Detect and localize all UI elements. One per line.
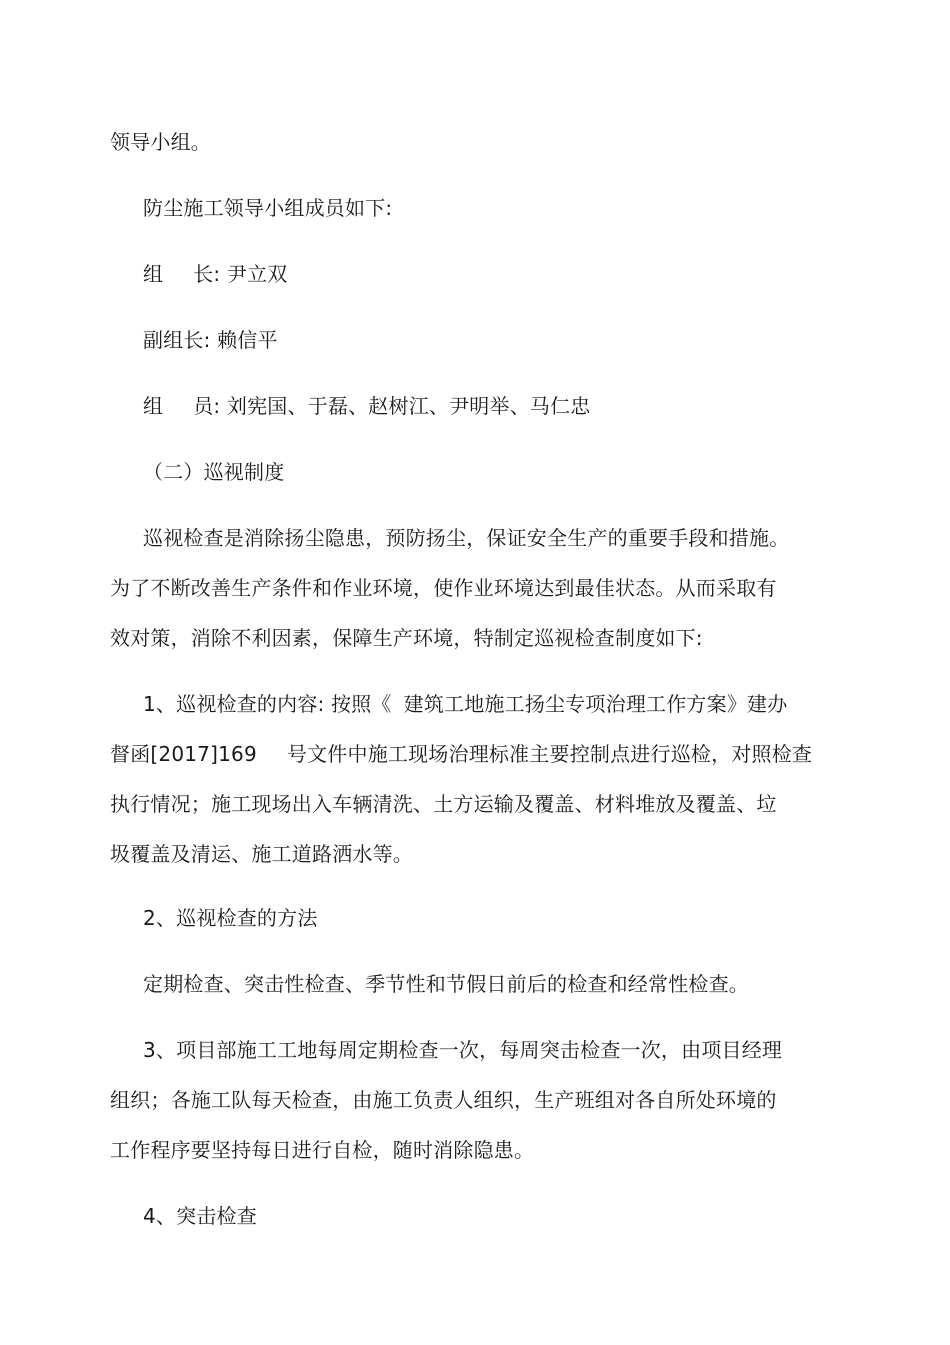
leadership-members-heading: 防尘施工领导小组成员如下: <box>143 196 393 220</box>
paragraph-line: 巡视检查是消除扬尘隐患，预防扬尘，保证安全生产的重要手段和措施。 <box>143 526 790 550</box>
paragraph-line <box>110 740 812 768</box>
team-leader-line <box>143 260 288 288</box>
text-segment: 督函[2017]169 <box>110 742 257 766</box>
paragraph-line: 工作程序要坚持每日进行自检，随时消除隐患。 <box>110 1138 535 1162</box>
paragraph-line: 效对策，消除不利因素，保障生产环境，特制定巡视检查制度如下: <box>110 626 703 650</box>
deputy-leader-line: 副组长: 赖信平 <box>143 328 278 352</box>
team-leader-label-part2: 长: 尹立双 <box>193 262 288 286</box>
text-segment: 号文件中施工现场治理标准主要控制点进行巡检，对照检查 <box>286 742 813 766</box>
paragraph-line: 为了不断改善生产条件和作业环境，使作业环境达到最佳状态。从而采取有 <box>110 576 777 600</box>
paragraph-line: 3、项目部施工工地每周定期检查一次，每周突击检查一次，由项目经理 <box>143 1038 783 1062</box>
paragraph-line: 执行情况；施工现场出入车辆清洗、土方运输及覆盖、材料堆放及覆盖、垃 <box>110 792 777 816</box>
subheading-patrol-method: 2、巡视检查的方法 <box>143 906 318 930</box>
paragraph-line <box>143 690 787 718</box>
text-segment: 1、巡视检查的内容: 按照《 <box>143 692 392 716</box>
team-members-label-part2: 员: 刘宪国、于磊、赵树江、尹明举、马仁忠 <box>193 394 591 418</box>
paragraph-line: 领导小组。 <box>110 130 211 154</box>
team-members-line <box>143 392 591 420</box>
paragraph-line: 组织；各施工队每天检查，由施工负责人组织，生产班组对各自所处环境的 <box>110 1088 777 1112</box>
text-segment: 建筑工地施工扬尘专项治理工作方案》建办 <box>403 692 788 716</box>
section-heading-patrol-system: （二）巡视制度 <box>143 460 285 484</box>
paragraph-line: 定期检查、突击性检查、季节性和节假日前后的检查和经常性检查。 <box>143 972 749 996</box>
team-leader-label-part1: 组 <box>143 262 164 286</box>
team-members-label-part1: 组 <box>143 394 164 418</box>
subheading-surprise-inspection: 4、突击检查 <box>143 1204 257 1228</box>
paragraph-line: 圾覆盖及清运、施工道路洒水等。 <box>110 842 413 866</box>
